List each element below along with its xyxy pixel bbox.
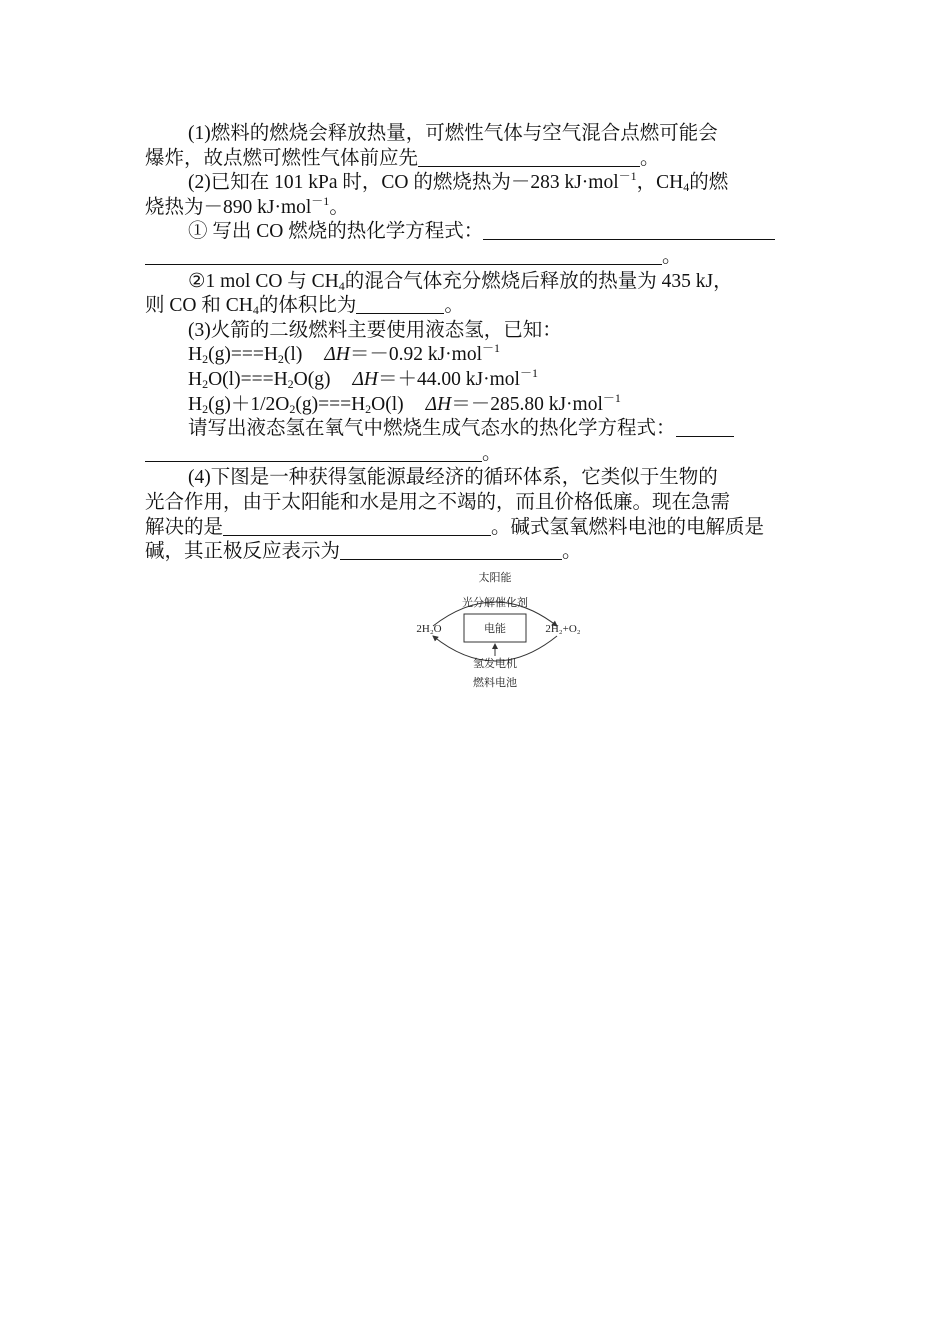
q3-intro: (3)火箭的二级燃料主要使用液态氢，已知： xyxy=(188,319,562,341)
q1-line2: 爆炸，故点燃可燃性气体前应先 。 xyxy=(145,147,660,169)
q2-p1-blank-b[interactable] xyxy=(145,246,662,265)
q2-p1-blank-a[interactable] xyxy=(483,221,775,240)
q4-blank-b[interactable] xyxy=(340,541,562,560)
q3-ask: 请写出液态氢在氧气中燃烧生成气态水的热化学方程式： xyxy=(145,417,807,442)
q3-eq3: $H_2(g)+1/2O_2(g)===H_2O(l)$ ΔH＝－285.80 kJ·mol$^{-1}$ xyxy=(188,390,621,416)
diagram-products-label: 2H₂+O₂ xyxy=(545,623,581,635)
diagram-solar-label: 太阳能 xyxy=(478,572,512,584)
q2-part1: ① 写出 CO 燃烧的热化学方程式： xyxy=(145,220,807,245)
q2-part2: ②1 mol CO 与 $CH_4$的混合气体充分燃烧后释放的热量为 435 kJ， xyxy=(188,270,733,293)
q1-text1: (1)燃料的燃烧会释放热量，可燃性气体与空气混合点燃可能会 xyxy=(188,123,718,144)
hydrogen-cycle-diagram xyxy=(405,568,585,693)
q2-part1-cont: 。 xyxy=(145,245,807,270)
q2-p2-blank[interactable] xyxy=(356,295,444,314)
q3-blank-a[interactable] xyxy=(676,418,734,437)
q2-line2: 烧热为－890 kJ·mol$^{-1}$。 xyxy=(145,193,349,218)
q3-ask-cont: 。 xyxy=(145,442,807,467)
diagram-water-label: 2H₂O xyxy=(416,623,442,635)
q1-answer-blank[interactable] xyxy=(418,148,640,167)
q2-part2-cont: 则 CO 和 $CH_4$的体积比为 。 xyxy=(145,295,464,318)
diagram-fuel-cell-label: 燃料电池 xyxy=(473,677,517,689)
question-block xyxy=(145,122,807,565)
q4-line3: 解决的是 。碱式氢氧燃料电池的电解质是 xyxy=(145,516,765,538)
q1-text2: 爆炸，故点燃可燃性气体前应先 xyxy=(145,147,419,169)
q4-blank-a[interactable] xyxy=(223,517,491,536)
diagram-box-label: 电能 xyxy=(484,623,506,635)
q3-eq1: $H_2(g)===H_2(l)$ ΔH＝－0.92 kJ·mol$^{-1}$ xyxy=(188,341,501,367)
q3-eq2: $H_2O(l)===H_2O(g)$ ΔH＝＋44.00 kJ·mol$^{-1}$ xyxy=(188,365,538,391)
diagram-generator-label: 氢发电机 xyxy=(473,658,517,670)
q4-line4: 碱，其正极反应表示为 。 xyxy=(145,541,582,563)
q2-line1: (2)已知在 101 kPa 时，CO 的燃烧热为－283 kJ·mol$^{-1}$，$CH_4$的燃 xyxy=(188,169,729,195)
q1-line1 xyxy=(145,122,807,147)
q4-line2: 光合作用，由于太阳能和水是用之不竭的，而且价格低廉。现在急需 xyxy=(145,491,731,513)
diagram-catalyst-label: 光分解催化剂 xyxy=(462,597,528,609)
q4-line1: (4)下图是一种获得氢能源最经济的循环体系，它类似于生物的 xyxy=(188,467,718,489)
q3-blank-b[interactable] xyxy=(145,443,482,462)
